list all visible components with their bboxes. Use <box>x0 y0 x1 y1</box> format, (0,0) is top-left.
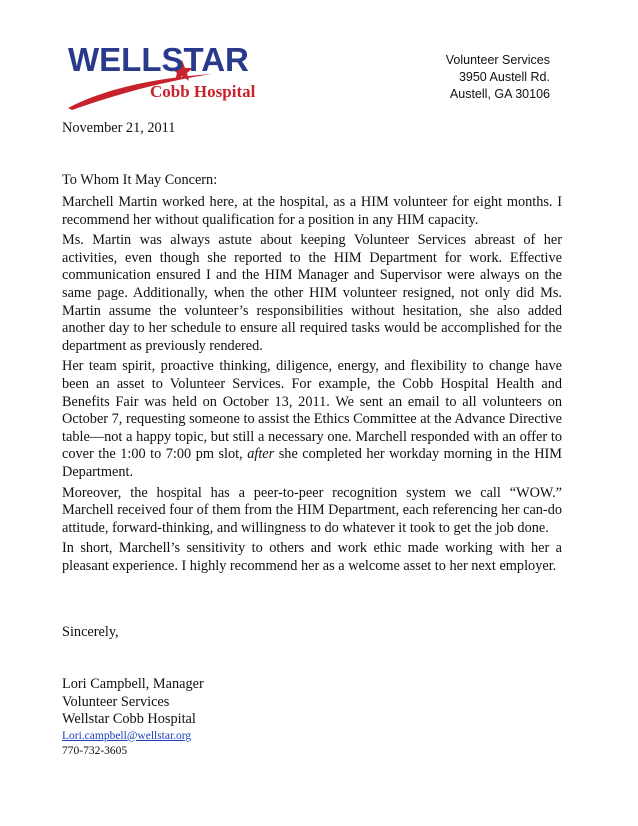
signer-email-link[interactable]: Lori.campbell@wellstar.org <box>62 729 192 742</box>
logo-wordmark: WELLSTAR <box>68 41 249 78</box>
signer-organization: Wellstar Cobb Hospital <box>62 711 196 728</box>
signer-phone: 770-732-3605 <box>62 744 128 757</box>
signer-name: Lori Campbell, Manager <box>62 676 204 692</box>
paragraph-3-emphasis: after <box>247 446 275 463</box>
signature-block <box>62 676 562 759</box>
wellstar-logo <box>62 38 282 114</box>
paragraph-2: Ms. Martin was always astute about keeping Volunteer Services abreast of her activities, even though she reported to the HIM Department for work. Effective communication ensured I and the HIM Manager and Supervisor were always on the same page. Additionally, when the other HIM volunteer resigned, not only did Ms. Martin assume the volunteer’s responsibilities without hesitation, she also added another day to her schedule to ensure all required tasks would be accomplished for the department as previously rendered. <box>62 232 562 354</box>
address-block <box>446 52 550 103</box>
salutation: To Whom It May Concern: <box>62 172 218 188</box>
paragraph-3-part-1: Her team spirit, proactive thinking, diligence, energy, and flexibility to change have been an asset to Volunteer Services. For example, the Cobb Hospital Health and Benefits Fair was held on October 13, 2011. We sent an email to all volunteers on October 7, requesting someone to assist the Ethics Committee at the Advance Directive table—not a happy topic, but still a necessary one. Marchell responded with an offer to cover the 1:00 to 7:00 pm slot, <box>62 358 562 463</box>
signer-department: Volunteer Services <box>62 693 170 710</box>
logo-subtitle: Cobb Hospital <box>150 82 256 101</box>
paragraph-3-part-2: she completed her workday morning in the HIM Department. <box>62 446 562 480</box>
address-line-2: 3950 Austell Rd. <box>458 70 550 84</box>
address-line-1: Volunteer Services <box>445 53 550 67</box>
paragraph-5: In short, Marchell’s sensitivity to others and work ethic made working with her a pleasant experience. I highly recommend her as a welcome asset to her next employer. <box>62 540 562 574</box>
paragraph-3 <box>62 358 562 481</box>
paragraph-1: Marchell Martin worked here, at the hospital, as a HIM volunteer for eight months. I recommend her without qualification for a position in any HIM capacity. <box>62 194 562 228</box>
letter-date: November 21, 2011 <box>62 120 176 136</box>
letter-body <box>62 194 562 578</box>
address-line-3: Austell, GA 30106 <box>449 87 550 101</box>
paragraph-4: Moreover, the hospital has a peer-to-peer recognition system we call “WOW.” Marchell received four of them from the HIM Department, each referencing her can-do attitude, forward-thinking, and willingness to do whatever it took to get the job done. <box>62 484 562 536</box>
closing: Sincerely, <box>62 624 119 640</box>
